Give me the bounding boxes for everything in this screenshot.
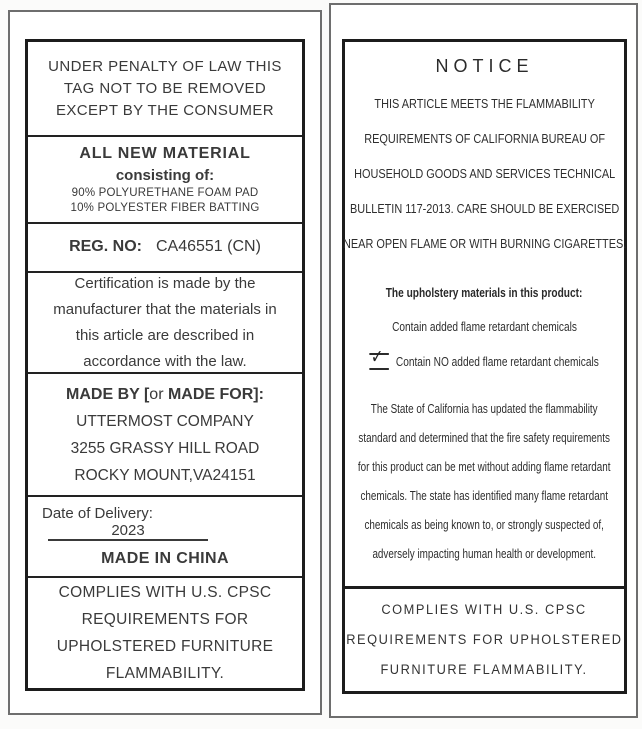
certification-line: this article are described in xyxy=(75,326,255,344)
made-by-heading-bold: MADE BY [ xyxy=(66,385,150,403)
made-by-heading-or: or xyxy=(149,385,164,403)
penalty-line: TAG NOT TO BE REMOVED xyxy=(63,79,267,97)
option-contain-no-added xyxy=(370,347,600,370)
cpsc-compliance-section-right xyxy=(345,586,624,691)
law-tag-inner-box xyxy=(25,39,305,691)
flammability-statement xyxy=(316,86,642,261)
material-component: 10% POLYESTER FIBER BATTING xyxy=(70,201,260,214)
state-line: The State of California has updated the flammability xyxy=(371,401,598,416)
made-by-address-line: 3255 GRASSY HILL ROAD xyxy=(70,439,260,457)
option-contain-no-added-label: Contain NO added flame retardant chemicals xyxy=(396,354,600,369)
checked-checkbox xyxy=(370,347,390,370)
delivery-date-value: 2023 xyxy=(48,522,208,541)
cpsc-line: FURNITURE FLAMMABILITY. xyxy=(380,662,589,677)
law-tag-panel xyxy=(8,10,322,715)
notice-inner-box xyxy=(342,39,627,694)
cpsc-compliance-section-left xyxy=(28,576,302,688)
notice-title: NOTICE xyxy=(435,56,534,76)
made-by-company: UTTERMOST COMPANY xyxy=(76,412,254,430)
state-line: adversely impacting human health or development. xyxy=(372,546,597,561)
notice-section xyxy=(342,42,627,586)
made-by-heading xyxy=(66,381,264,408)
country-of-origin: MADE IN CHINA xyxy=(101,550,229,568)
delivery-date-label: Date of Delivery: xyxy=(42,505,153,523)
reg-no-section xyxy=(28,222,302,272)
penalty-line: EXCEPT BY THE CONSUMER xyxy=(55,101,275,119)
made-by-address-line: ROCKY MOUNT,VA24151 xyxy=(74,466,256,484)
upholstery-materials-heading: The upholstery materials in this product: xyxy=(386,285,583,300)
notice-line: HOUSEHOLD GOODS AND SERVICES TECHNICAL xyxy=(353,166,616,181)
reg-no-label: REG. NO: xyxy=(69,238,142,256)
penalty-section xyxy=(28,42,302,135)
material-subtitle: consisting of: xyxy=(115,166,215,184)
reg-no-value: CA46551 (CN) xyxy=(155,238,261,256)
state-line: for this product can be met without adding flame retardant xyxy=(358,459,611,474)
notice-line: BULLETIN 117-2013. CARE SHOULD BE EXERCISED xyxy=(349,201,620,216)
notice-line: REQUIREMENTS OF CALIFORNIA BUREAU OF xyxy=(364,131,605,146)
made-by-heading-bold: MADE FOR]: xyxy=(163,385,264,403)
cpsc-line: COMPLIES WITH U.S. CPSC xyxy=(58,583,272,601)
certification-line: accordance with the law. xyxy=(83,352,247,370)
notice-line: THIS ARTICLE MEETS THE FLAMMABILITY xyxy=(374,96,595,111)
cpsc-line: UPHOLSTERED FURNITURE xyxy=(56,637,274,655)
state-line: chemicals as being known to, or strongly suspected of, xyxy=(364,517,605,532)
certification-section xyxy=(28,271,302,372)
certification-line: manufacturer that the materials in xyxy=(53,300,277,318)
notice-line: NEAR OPEN FLAME OR WITH BURNING CIGARETTES. xyxy=(342,236,627,251)
made-by-section xyxy=(28,372,302,495)
cpsc-line: REQUIREMENTS FOR UPHOLSTERED xyxy=(346,632,623,647)
notice-panel xyxy=(329,3,638,718)
cpsc-line: REQUIREMENTS FOR xyxy=(81,610,249,628)
delivery-section xyxy=(28,495,302,575)
state-line: chemicals. The state has identified many flame retardant xyxy=(360,488,609,503)
material-section xyxy=(28,135,302,221)
penalty-line: UNDER PENALTY OF LAW THIS xyxy=(48,57,282,75)
state-of-california-statement xyxy=(318,394,642,568)
state-line: standard and determined that the fire safety requirements xyxy=(358,430,611,445)
material-component: 90% POLYURETHANE FOAM PAD xyxy=(71,186,259,199)
option-contain-added: Contain added flame retardant chemicals xyxy=(392,319,577,334)
cpsc-line: COMPLIES WITH U.S. CPSC xyxy=(381,602,588,617)
delivery-date-row xyxy=(28,505,302,541)
check-icon: ✓ xyxy=(371,347,384,368)
cpsc-line: FLAMMABILITY. xyxy=(105,664,225,682)
certification-line: Certification is made by the xyxy=(74,274,256,292)
material-title: ALL NEW MATERIAL xyxy=(79,144,251,162)
